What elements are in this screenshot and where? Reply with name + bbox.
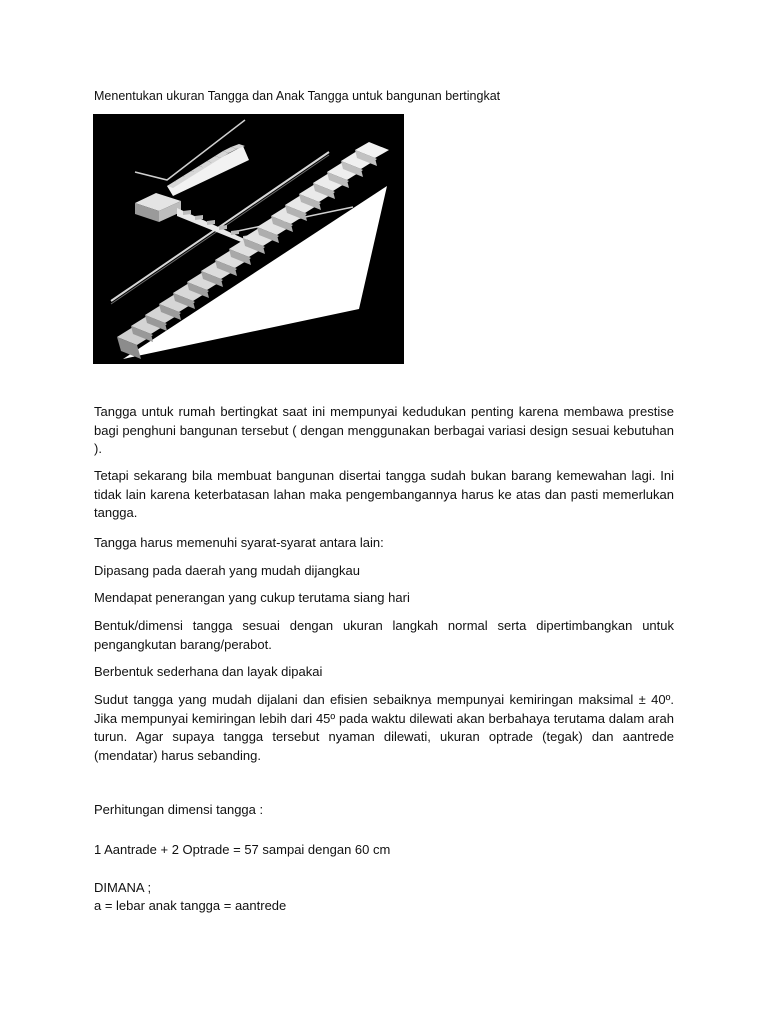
requirement-item-1: Dipasang pada daerah yang mudah dijangkau xyxy=(94,563,360,578)
paragraph-angle: Sudut tangga yang mudah dijalani dan efisien sebaiknya mempunyai kemiringan maksimal ± 40º. Jika mempunyai kemiringan lebih dari 45º pada waktu dilewati akan berbahaya terutama dalam arah turun. Agar supaya tangga tersebut nyaman dilewati, ukuran optrade (tegak) dan aantrede (mendatar) harus sebanding. xyxy=(94,692,674,763)
paragraph-requirements-heading: Tangga harus memenuhi syarat-syarat antara lain: xyxy=(94,535,384,550)
document-title: Menentukan ukuran Tangga dan Anak Tangga untuk bangunan bertingkat xyxy=(94,89,501,103)
definition-a: a = lebar anak tangga = aantrede xyxy=(94,898,287,913)
requirement-item-3: Bentuk/dimensi tangga sesuai dengan ukuran langkah normal serta dipertimbangkan untuk pengangkutan barang/perabot. xyxy=(94,618,674,652)
calculation-heading: Perhitungan dimensi tangga : xyxy=(94,802,264,817)
definitions-heading: DIMANA ; xyxy=(94,880,152,895)
paragraph-intro: Tangga untuk rumah bertingkat saat ini mempunyai kedudukan penting karena membawa prestise bagi penghuni bangunan tersebut ( dengan menggunakan berbagai variasi design sesuai kebutuhan ). xyxy=(94,404,674,456)
requirement-item-2: Mendapat penerangan yang cukup terutama siang hari xyxy=(94,590,410,605)
staircase-3d-illustration-icon xyxy=(93,114,404,364)
middle-flight-steps xyxy=(183,210,251,240)
calculation-formula: 1 Aantrade + 2 Optrade = 57 sampai dengan 60 cm xyxy=(94,842,391,857)
staircase-figure xyxy=(93,114,404,364)
paragraph-luxury: Tetapi sekarang bila membuat bangunan disertai tangga sudah bukan barang kemewahan lagi. Ini tidak lain karena keterbatasan lahan maka pengembangannya harus ke atas dan pasti memerlukan tangga. xyxy=(94,468,674,520)
requirement-item-4: Berbentuk sederhana dan layak dipakai xyxy=(94,664,323,679)
